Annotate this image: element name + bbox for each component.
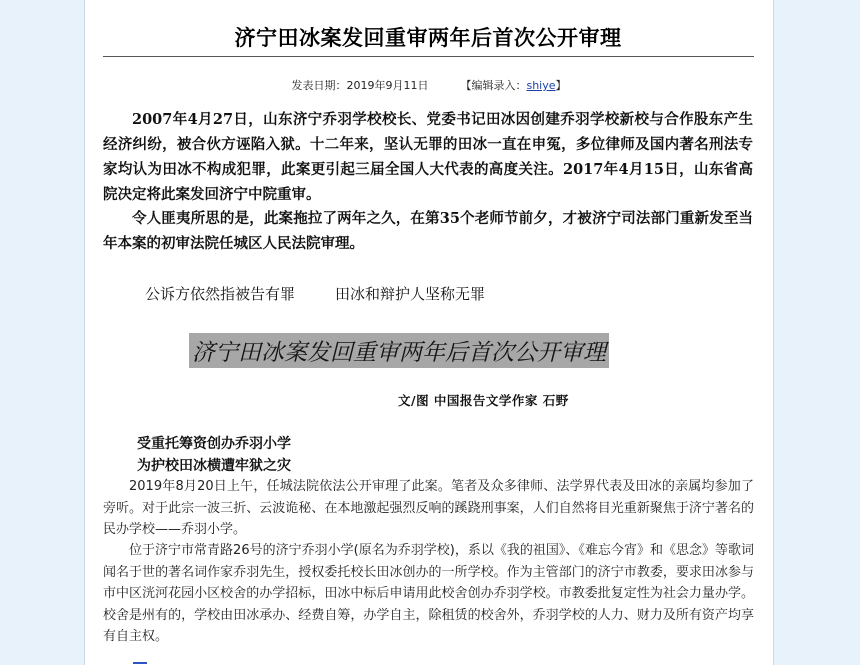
lead-paragraph: 2007年4月27日，山东济宁乔羽学校校长、党委书记田冰因创建乔羽学校新校与合作股东产生经济纠纷，被合伙方诬陷入狱。十二年来，坚认无罪的田冰一直在申冤，多位律师及国内著名刑法专家均认为田冰不构成犯罪，此案更引起三届全国人大代表的高度关注。2017年4月15日，山东省高院决定将此案发回济宁中院重审。 (103, 111, 753, 203)
article-meta (85, 77, 773, 93)
subheadline-right: 田冰和辩护人坚称无罪 (335, 285, 486, 303)
banner-title: 济宁田冰案发回重审两年后首次公开审理 (189, 333, 609, 368)
subheadline (145, 283, 485, 304)
publish-date: 发表日期：2019年9月11日 (291, 79, 429, 92)
editor-link[interactable]: shiye (526, 79, 556, 92)
page-title: 济宁田冰案发回重审两年后首次公开审理 (234, 26, 622, 50)
subheadline-left: 公诉方依然指被告有罪 (145, 285, 296, 303)
body-paragraph: 位于济宁市常青路26号的济宁乔羽小学(原名为乔羽学校)，系以《我的祖国》、《难忘今宵》和《思念》等歌词闻名于世的著名词作家乔羽先生，授权委托校长田冰创办的一所学校。作为主管部门的济宁市教委，要求田冰参与市中区洸河花园小区校舍的办学招标，田冰中标后申请用此校舍创办乔羽学校。市教委批复定性为社会力量办学。校舍是州有的，学校由田冰承办、经费自筹，办学自主，除租赁的校舍外，乔羽学校的人力、财力及所有资产均享有自主权。 (103, 543, 754, 644)
lead-paragraph: 令人匪夷所思的是，此案拖拉了两年之久，在第35个老师节前夕，才被济宁司法部门重新发至当年本案的初审法院任城区人民法院审理。 (103, 210, 753, 252)
title-divider (103, 56, 754, 57)
article-page (84, 0, 774, 665)
partial-link-underline (133, 662, 147, 664)
section-heading: 受重托筹资创办乔羽小学 (137, 436, 291, 452)
editor-suffix: 】 (555, 79, 567, 92)
body-paragraph: 2019年8月20日上午，任城法院依法公开审理了此案。笔者及众多律师、法学界代表及田冰的亲属均参加了旁听。对于此宗一波三折、云波诡秘、在本地激起强烈反响的蹊跷刑事案，人们自然将目光重新聚焦于济宁著名的民办学校——乔羽小学。 (103, 479, 754, 537)
editor-prefix: 【编辑录入： (460, 79, 527, 92)
byline: 文/图 中国报告文学作家 石野 (398, 393, 569, 408)
section-heading: 为护校田冰横遭牢狱之灾 (137, 458, 291, 474)
